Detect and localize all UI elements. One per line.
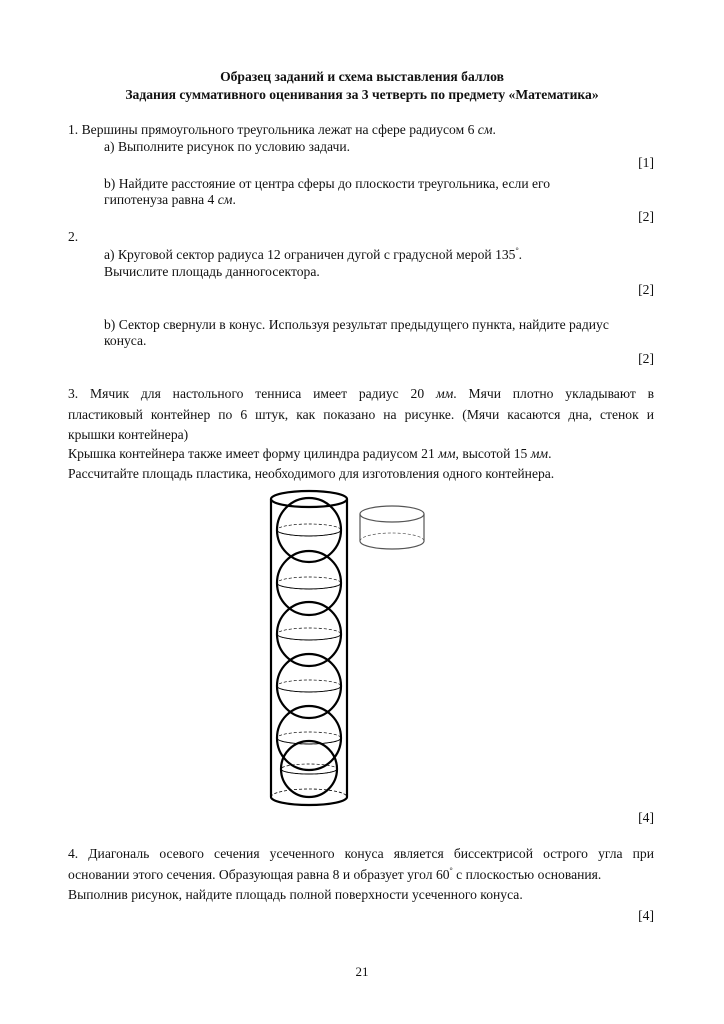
task1-intro: 1. Вершины прямоугольного треугольника лежат на сфере радиусом 6 см. (68, 122, 496, 137)
container-figure (255, 484, 455, 824)
task2-part-b-line1: b) Сектор свернули в конус. Используя результат предыдущего пункта, найдите радиус (104, 317, 609, 332)
task2-part-a-line2: Вычислите площадь данногосектора. (104, 264, 320, 279)
ball-2 (277, 551, 341, 615)
task1-part-b-line1: b) Найдите расстояние от центра сферы до плоскости треугольника, если его (104, 176, 551, 191)
task2-a-score: [2] (638, 282, 654, 297)
task3-line4: Крышка контейнера также имеет форму цилиндра радиусом 21 мм, высотой 15 мм. (68, 446, 552, 461)
task2-part-b-line2: конуса. (104, 333, 147, 348)
task3-line2: пластиковый контейнер по 6 штук, как показано на рисунке. (Мячи касаются дна, стенок и (68, 407, 654, 422)
task4-line2: основании этого сечения. Образующая равна 8 и образует угол 60° с плоскостью основания. (68, 866, 602, 882)
task2-b-score: [2] (638, 351, 654, 366)
task3-line1: 3. Мячик для настольного тенниса имеет радиус 20 мм. Мячи плотно укладывают в (68, 386, 654, 401)
ball-5 (277, 706, 341, 770)
task1-a-score: [1] (638, 155, 654, 170)
task1-part-a: а) Выполните рисунок по условию задачи. (104, 139, 351, 154)
tube-bottom-back (271, 789, 347, 797)
task2-part-a-line1: а) Круговой сектор радиуса 12 ограничен дугой с градусной мерой 135°. (104, 246, 523, 262)
page-number: 21 (355, 964, 369, 979)
ball-4 (277, 654, 341, 718)
task2-number: 2. (68, 229, 79, 244)
document-title: Образец заданий и схема выставления баллов (220, 69, 504, 84)
task3-line5: Рассчитайте площадь пластика, необходимого для изготовления одного контейнера. (68, 466, 555, 481)
task1-part-b-line2: гипотенуза равна 4 см. (104, 192, 236, 207)
task3-score: [4] (638, 810, 654, 825)
tube-bottom-front (271, 797, 347, 805)
task3-line3: крышки контейнера) (68, 427, 189, 442)
document-subtitle: Задания суммативного оценивания за 3 четверть по предмету «Математика» (125, 87, 599, 102)
task4-line3: Выполнив рисунок, найдите площадь полной поверхности усеченного конуса. (68, 887, 523, 902)
lid (360, 506, 424, 549)
task4-score: [4] (638, 908, 654, 923)
task4-line1: 4. Диагональ осевого сечения усеченного конуса является биссектрисой острого угла при (68, 846, 654, 861)
task1-b-score: [2] (638, 209, 654, 224)
ball-3 (277, 602, 341, 666)
